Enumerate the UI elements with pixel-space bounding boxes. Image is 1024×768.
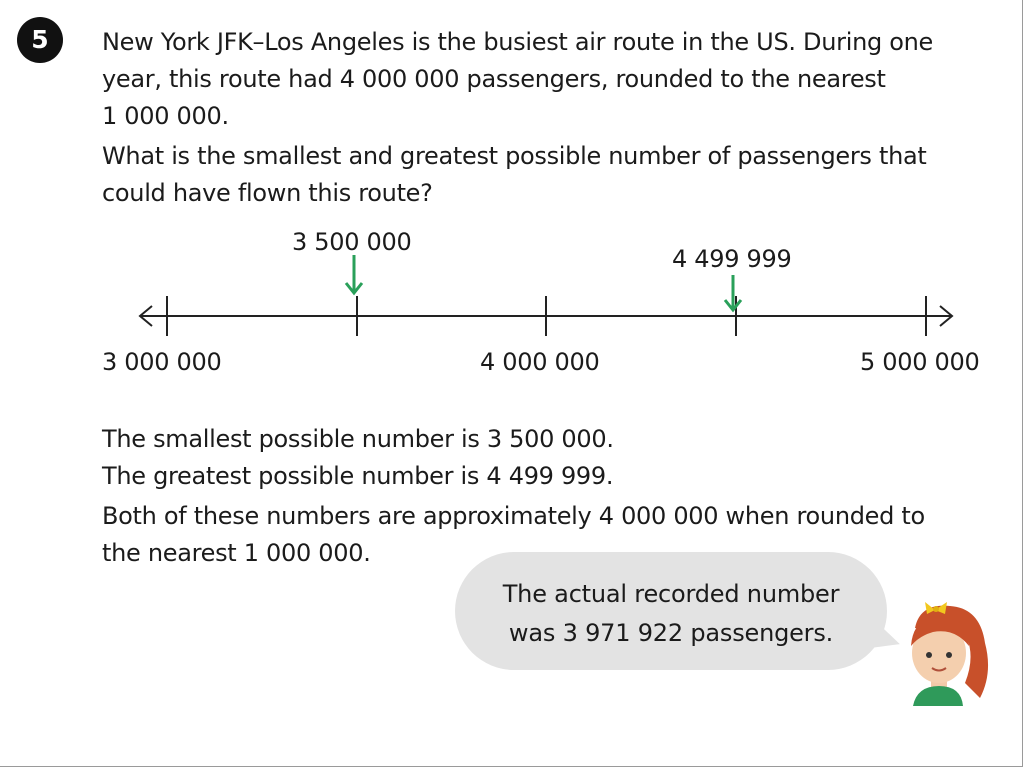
answer-line-3: Both of these numbers are approximately 4 000 000 when rounded to	[102, 502, 925, 530]
bow-knot	[933, 606, 939, 612]
shirt	[913, 686, 963, 706]
question-text-line-5: could have flown this route?	[102, 179, 433, 207]
marker-label-smallest: 3 500 000	[292, 228, 412, 256]
tick-label-3000000: 3 000 000	[102, 348, 222, 376]
marker-arrow-3500000	[346, 255, 362, 293]
answer-line-2: The greatest possible number is 4 499 999.	[102, 462, 614, 490]
left-eye	[926, 652, 932, 658]
question-text-line-4: What is the smallest and greatest possible number of passengers that	[102, 142, 927, 170]
question-text-line-3: 1 000 000.	[102, 102, 229, 130]
girl-character-illustration	[895, 598, 995, 708]
tick-label-4000000: 4 000 000	[480, 348, 600, 376]
marker-label-greatest: 4 499 999	[672, 245, 792, 273]
marker-arrow-4499999	[725, 275, 741, 310]
tick-label-5000000: 5 000 000	[860, 348, 980, 376]
speech-bubble-line-1: The actual recorded number	[502, 580, 840, 608]
question-text-line-1: New York JFK–Los Angeles is the busiest air route in the US. During one	[102, 28, 934, 56]
speech-bubble-line-2: was 3 971 922 passengers.	[508, 619, 834, 647]
speech-bubble	[455, 552, 887, 670]
right-eye	[946, 652, 952, 658]
answer-line-4: the nearest 1 000 000.	[102, 539, 371, 567]
answer-line-1: The smallest possible number is 3 500 000.	[102, 425, 614, 453]
question-number-badge: 5	[17, 17, 63, 63]
question-text-line-2: year, this route had 4 000 000 passengers, rounded to the nearest	[102, 65, 886, 93]
